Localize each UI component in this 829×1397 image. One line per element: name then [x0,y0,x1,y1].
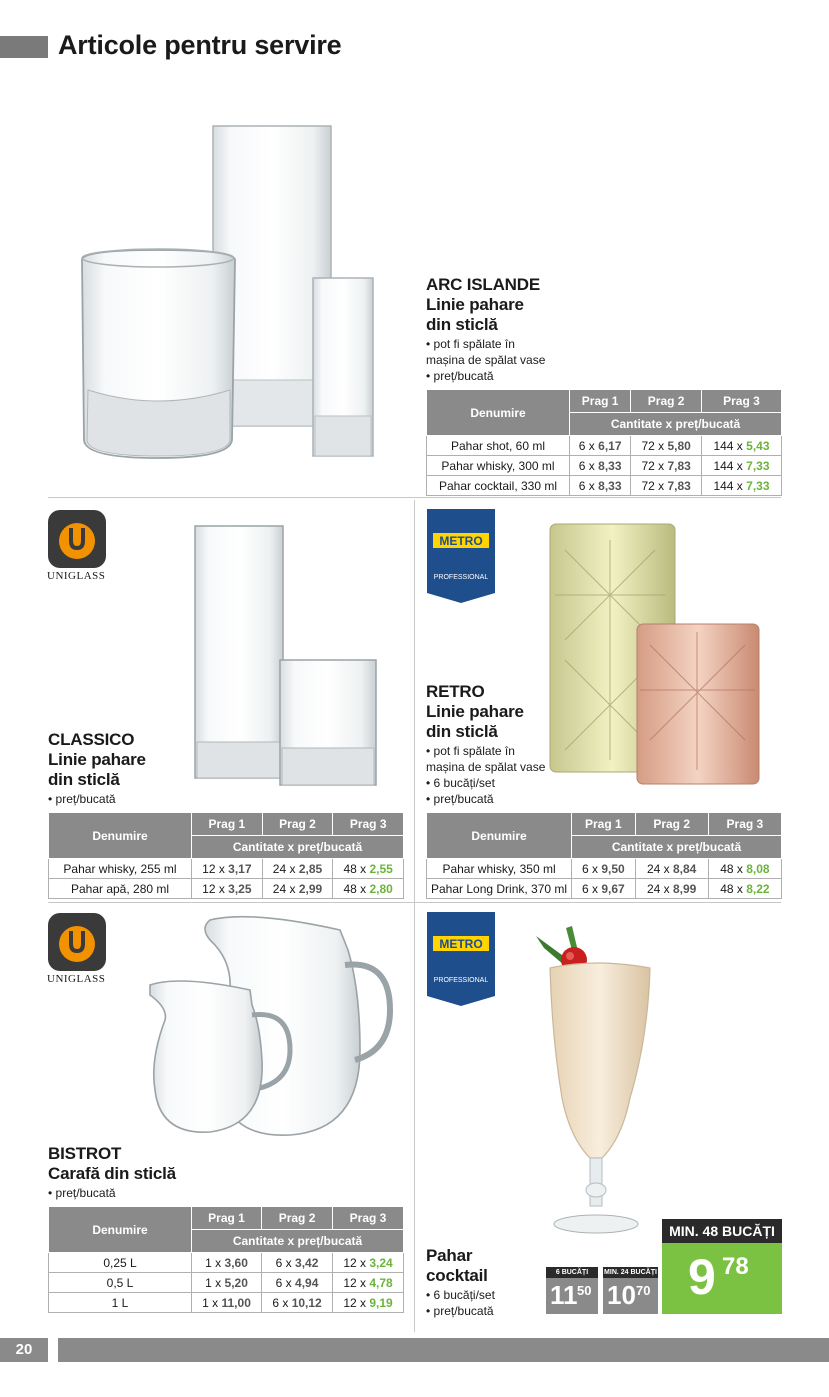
product-line: Linie pahare [426,702,524,721]
price-integer: 11 [550,1280,578,1310]
uniglass-u-icon [48,913,106,971]
col-header-name: Denumire [427,390,570,436]
metro-logo-sub: PROFESSIONAL [433,574,489,581]
col-header-tier3: Prag 3 [701,390,781,413]
col-header-name: Denumire [427,813,572,859]
price-tag-label: 6 BUCĂȚI [546,1267,598,1278]
product-feature: mașina de spălat vase [426,760,546,774]
col-header-tier3: Prag 3 [708,813,781,836]
col-header-tier3: Prag 3 [333,1207,404,1230]
classico-info [48,730,208,807]
col-subheader: Cantitate x preț/bucată [570,413,782,436]
col-header-tier2: Prag 2 [635,813,708,836]
classico-price-table [48,812,404,899]
product-feature: • preț/bucată [426,792,494,806]
product-brand: BISTROT [48,1144,122,1163]
table-row: Pahar apă, 280 ml 12 x 3,25 24 x 2,99 48 x 2,80 [49,879,404,899]
product-line: Linie pahare [48,750,146,769]
table-row: Pahar Long Drink, 370 ml 6 x 9,67 24 x 8,99 48 x 8,22 [427,879,782,899]
price-decimal: 78 [722,1253,749,1280]
divider [48,497,781,498]
product-brand: CLASSICO [48,730,135,749]
col-header-tier3: Prag 3 [333,813,404,836]
col-header-name: Denumire [49,813,192,859]
product-line: din sticlă [426,722,498,741]
page-number: 20 [0,1338,48,1362]
bistrot-carafes-image [140,910,400,1170]
price-integer: 9 [688,1249,716,1305]
uniglass-logo-text: UNIGLASS [47,570,106,582]
col-header-tier2: Prag 2 [631,390,702,413]
metro-professional-logo [427,912,495,1006]
product-feature: • pot fi spălate în [426,337,515,351]
metro-professional-logo [427,509,495,603]
product-line: Pahar [426,1246,473,1265]
col-header-tier1: Prag 1 [572,813,636,836]
table-row: Pahar shot, 60 ml 6 x 6,17 72 x 5,80 144 x 5,43 [427,436,782,456]
product-feature: • preț/bucată [426,1304,494,1318]
price-tag-48-pieces [662,1243,782,1314]
divider [414,500,415,1332]
col-header-tier1: Prag 1 [192,813,263,836]
header-accent-bar [0,36,48,58]
price-integer: 10 [607,1280,636,1310]
page-title: Articole pentru servire [58,30,342,60]
price-decimal: 50 [577,1283,592,1298]
product-line: din sticlă [48,770,120,789]
product-feature: • preț/bucată [48,792,116,806]
uniglass-logo [48,510,106,568]
metro-logo-brand: METRO [439,937,483,951]
col-header-tier1: Prag 1 [192,1207,262,1230]
table-row: 0,25 L 1 x 3,60 6 x 3,42 12 x 3,24 [49,1253,404,1273]
uniglass-u-icon [48,510,106,568]
col-header-tier1: Prag 1 [570,390,631,413]
price-tag-24-pieces [603,1267,658,1314]
bistrot-price-table [48,1206,404,1313]
retro-glasses-image [545,520,765,790]
col-subheader: Cantitate x preț/bucată [192,836,404,859]
classico-glasses-image [190,520,385,795]
price-tag-48-pieces-label: MIN. 48 BUCĂȚI [662,1219,782,1243]
table-row: Pahar cocktail, 330 ml 6 x 8,33 72 x 7,83 144 x 7,33 [427,476,782,496]
product-brand: RETRO [426,682,485,701]
table-row: 1 L 1 x 11,00 6 x 10,12 12 x 9,19 [49,1293,404,1313]
bistrot-info [48,1144,248,1201]
table-row: 0,5 L 1 x 5,20 6 x 4,94 12 x 4,78 [49,1273,404,1293]
price-tag-label: MIN. 24 BUCĂȚI [604,1269,657,1276]
product-feature: • 6 bucăți/set [426,1288,495,1302]
price-tag-6-pieces [546,1267,598,1314]
arc-islande-glasses-image [70,120,390,465]
product-feature: • preț/bucată [426,369,494,383]
col-header-name: Denumire [49,1207,192,1253]
product-feature: mașina de spălat vase [426,353,546,367]
table-row: Pahar whisky, 255 ml 12 x 3,17 24 x 2,85 48 x 2,55 [49,859,404,879]
product-line: Carafă din sticlă [48,1164,176,1183]
arc-islande-price-table [426,389,782,496]
product-line: Linie pahare [426,295,524,314]
product-line: cocktail [426,1266,488,1285]
product-brand: ARC ISLANDE [426,275,540,294]
product-line: din sticlă [426,315,498,334]
price-decimal: 70 [636,1283,651,1298]
col-header-tier2: Prag 2 [262,813,333,836]
col-subheader: Cantitate x preț/bucată [192,1230,404,1253]
uniglass-logo-text: UNIGLASS [47,973,106,985]
retro-price-table [426,812,782,899]
col-header-tier2: Prag 2 [262,1207,333,1230]
table-row: Pahar whisky, 300 ml 6 x 8,33 72 x 7,83 144 x 7,33 [427,456,782,476]
col-subheader: Cantitate x preț/bucată [572,836,782,859]
retro-info [426,682,566,807]
arc-islande-info [426,275,626,384]
product-feature: • preț/bucată [48,1186,116,1200]
cocktail-info [426,1246,546,1319]
metro-logo-sub: PROFESSIONAL [433,977,489,984]
uniglass-logo [48,913,106,971]
cocktail-glass-image [530,918,660,1243]
product-feature: • 6 bucăți/set [426,776,495,790]
metro-logo-brand: METRO [439,534,483,548]
table-row: Pahar whisky, 350 ml 6 x 9,50 24 x 8,84 48 x 8,08 [427,859,782,879]
product-feature: • pot fi spălate în [426,744,515,758]
footer-bar [58,1338,829,1362]
